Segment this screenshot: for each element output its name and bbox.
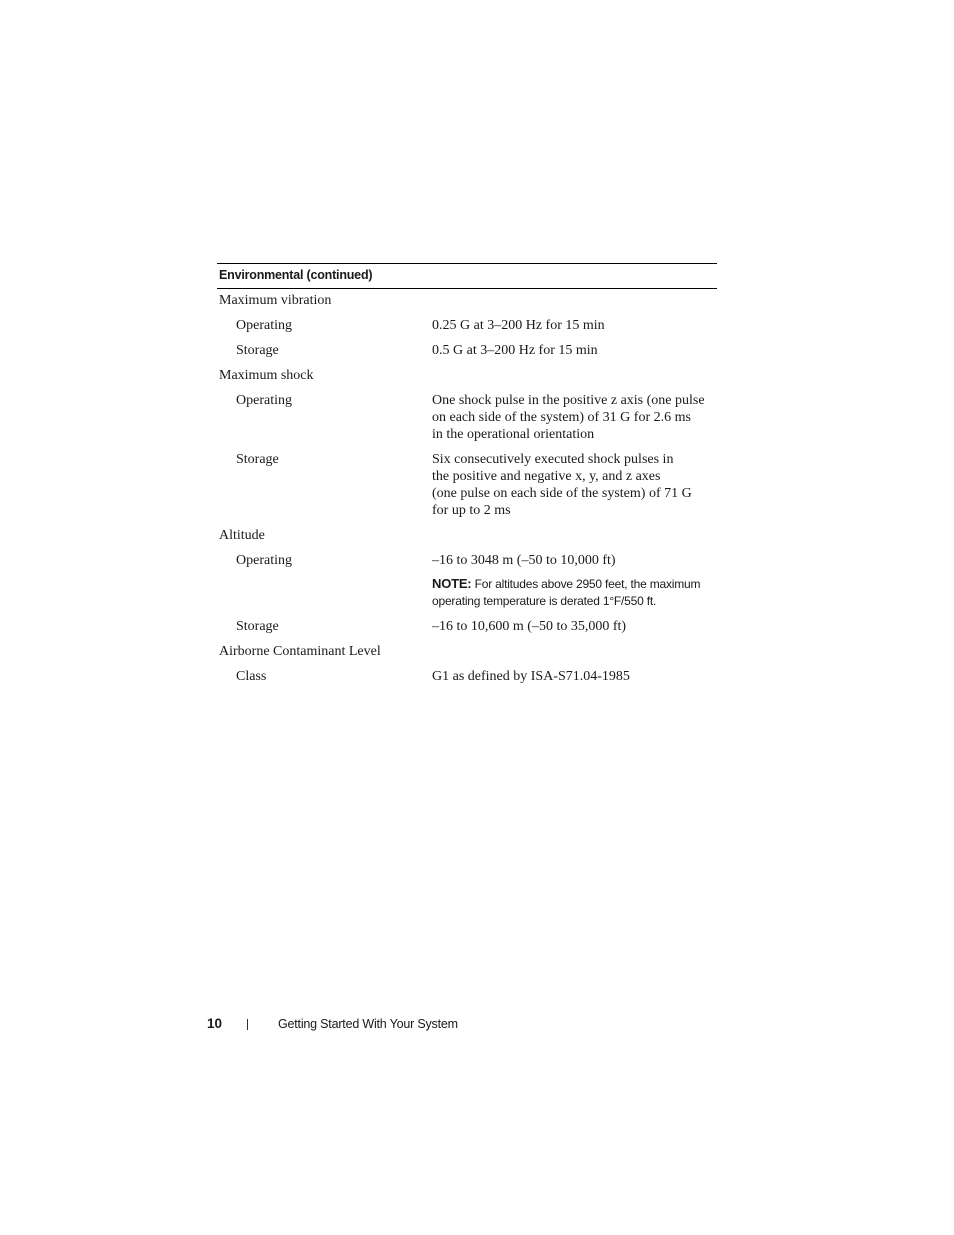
altitude-note (432, 575, 717, 610)
spec-value: 0.5 G at 3–200 Hz for 15 min (432, 343, 598, 358)
table-row (217, 552, 717, 569)
table-body (217, 289, 717, 685)
category-label: Altitude (219, 528, 265, 543)
table-row-airborne-contaminant (217, 643, 717, 660)
subcategory-label: Storage (236, 452, 279, 467)
spec-value-line: One shock pulse in the positive z axis (one pulse (432, 393, 705, 408)
spec-value (432, 392, 717, 443)
footer-title: Getting Started With Your System (278, 1017, 458, 1031)
subcategory-label: Operating (236, 393, 292, 408)
page-number: 10 (207, 1016, 223, 1031)
subcategory-label: Operating (236, 318, 292, 333)
category-label: Airborne Contaminant Level (219, 644, 381, 659)
subcategory-label: Operating (236, 553, 292, 568)
table-row-altitude (217, 527, 717, 544)
table-row (217, 342, 717, 359)
table-row (217, 392, 717, 443)
spec-value: –16 to 3048 m (–50 to 10,000 ft) (432, 553, 616, 568)
subcategory-label: Storage (236, 343, 279, 358)
note-text-line: operating temperature is derated 1°F/550 ft. (432, 594, 657, 608)
table-row (217, 317, 717, 334)
environmental-spec-table (217, 263, 717, 685)
spec-value-line: (one pulse on each side of the system) of 71 G (432, 486, 692, 501)
note-text-line: For altitudes above 2950 feet, the maximum (474, 577, 701, 591)
category-label: Maximum vibration (219, 293, 332, 308)
table-row-max-shock (217, 367, 717, 384)
spec-value: G1 as defined by ISA-S71.04-1985 (432, 669, 630, 684)
spec-value-line: Six consecutively executed shock pulses in (432, 452, 674, 467)
table-row (217, 451, 717, 519)
table-header: Environmental (continued) (217, 263, 717, 289)
spec-value-line: the positive and negative x, y, and z axes (432, 469, 661, 484)
spec-value: 0.25 G at 3–200 Hz for 15 min (432, 318, 605, 333)
table-row (217, 618, 717, 635)
spec-value (432, 451, 717, 519)
spec-value-line: on each side of the system) of 31 G for 2.6 ms (432, 410, 691, 425)
subcategory-label: Class (236, 669, 267, 684)
table-row (217, 668, 717, 685)
spec-value: –16 to 10,600 m (–50 to 35,000 ft) (432, 619, 627, 634)
spec-value-line: for up to 2 ms (432, 503, 511, 518)
table-row-max-vibration (217, 292, 717, 309)
subcategory-label: Storage (236, 619, 279, 634)
note-label: NOTE: (432, 576, 472, 591)
category-label: Maximum shock (219, 368, 314, 383)
altitude-note-row (217, 575, 717, 610)
spec-value-line: in the operational orientation (432, 427, 595, 442)
footer-separator (247, 1019, 248, 1030)
